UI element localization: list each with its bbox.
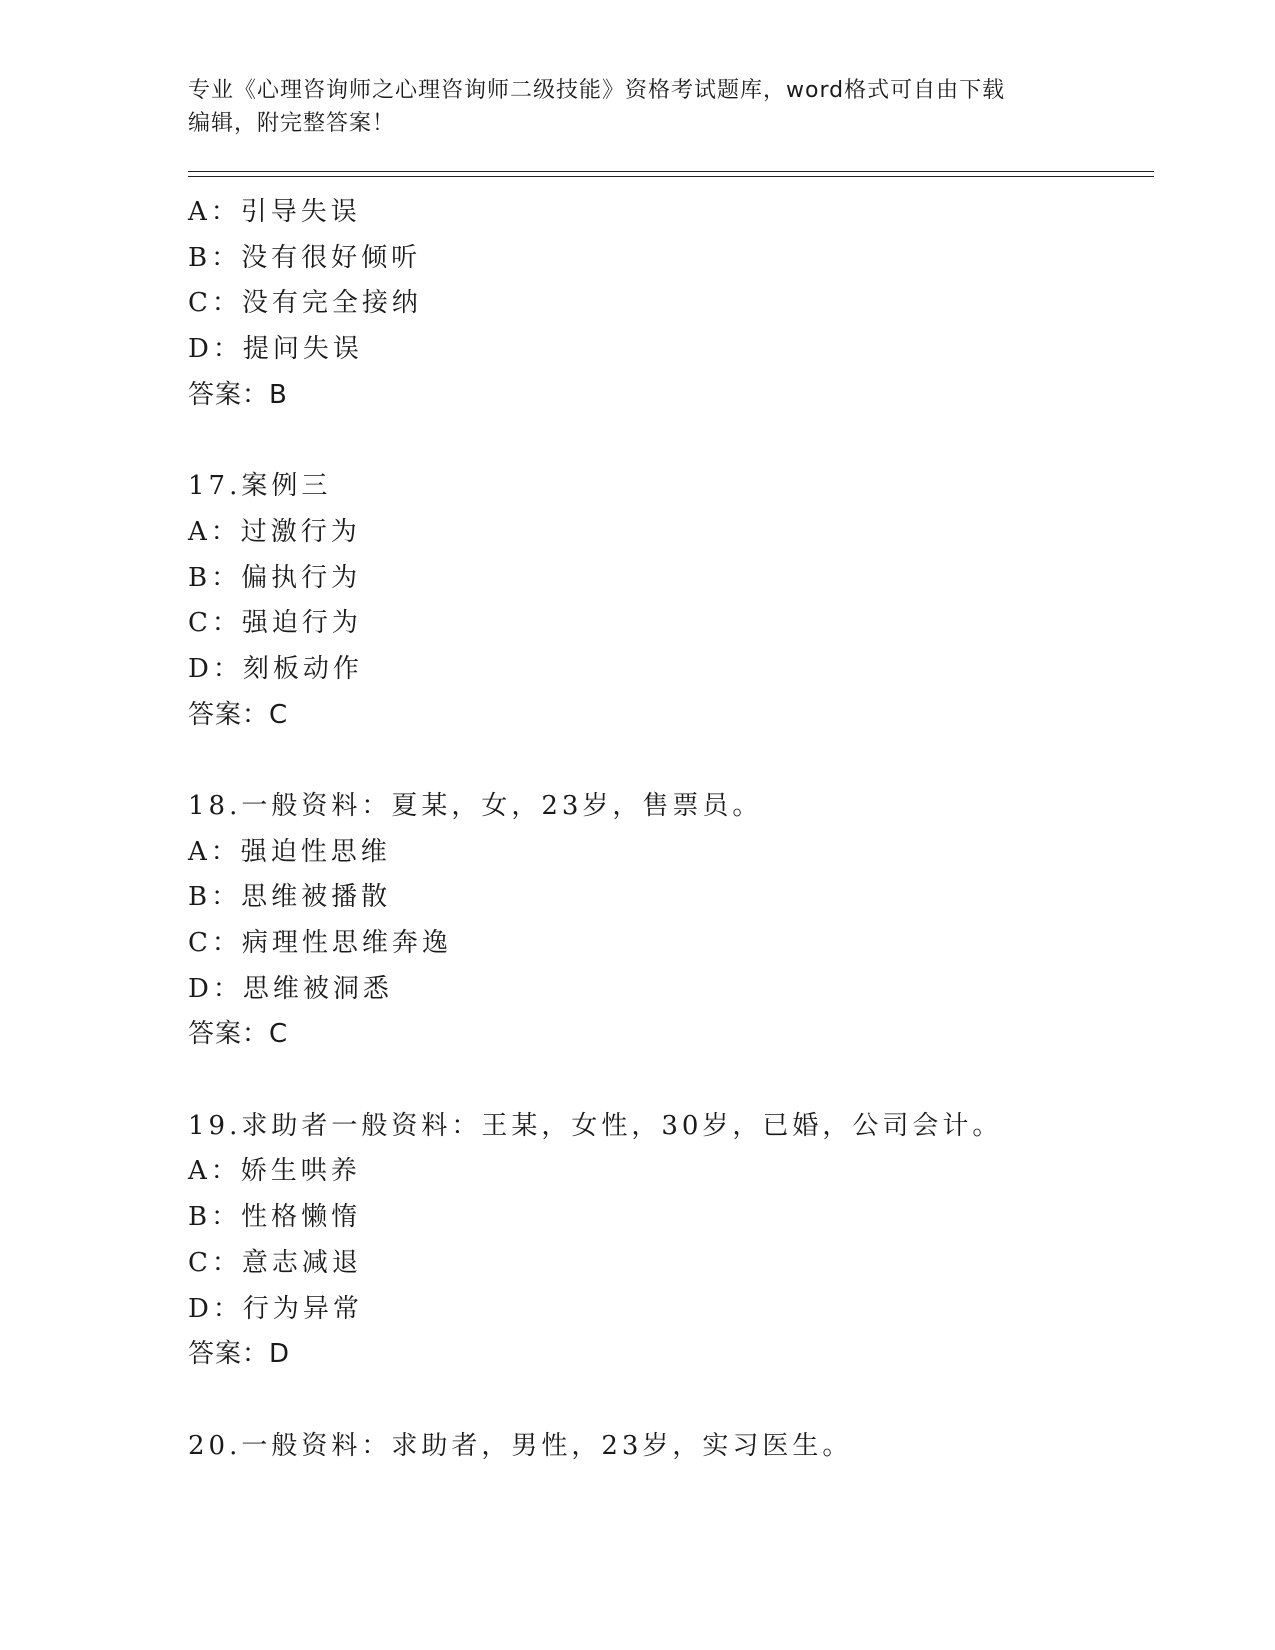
- question-stem: 20.一般资料：求助者，男性，23岁，实习医生。: [188, 1430, 853, 1461]
- header-rule-bottom: [188, 176, 1154, 177]
- option-a: A：过激行为: [188, 516, 361, 547]
- option-c: C：强迫行为: [188, 608, 362, 639]
- option-b: B：性格懒惰: [188, 1202, 362, 1233]
- question-stem: 19.求助者一般资料：王某，女性，30岁，已婚，公司会计。: [188, 1110, 1003, 1141]
- option-d: D：行为异常: [188, 1293, 363, 1324]
- option-a: A：引导失误: [188, 197, 361, 227]
- question-stem: 17.案例三: [188, 471, 332, 502]
- question-19: [188, 1104, 1148, 1378]
- option-b: B：没有很好倾听: [188, 242, 422, 273]
- question-17: [188, 464, 1148, 738]
- option-d: D：刻板动作: [188, 653, 363, 684]
- question-stem: 18.一般资料：夏某，女，23岁，售票员。: [188, 790, 763, 821]
- option-b: B：思维被播散: [188, 882, 392, 913]
- question-list: [188, 190, 1148, 1469]
- document-header: [188, 74, 1088, 140]
- question-16-tail: [188, 190, 1148, 418]
- header-rule-top: [188, 171, 1154, 172]
- question-20: [188, 1424, 1148, 1470]
- answer-line: 答案：C: [188, 699, 289, 730]
- option-d: D：提问失误: [188, 334, 363, 365]
- option-c: C：没有完全接纳: [188, 288, 422, 319]
- option-a: A：强迫性思维: [188, 836, 391, 867]
- option-a: A：娇生哄养: [188, 1156, 361, 1187]
- option-c: C：意志减退: [188, 1247, 362, 1278]
- header-line-2: 编辑，附完整答案！: [188, 111, 396, 136]
- answer-line: 答案：D: [188, 1339, 291, 1370]
- question-18: [188, 784, 1148, 1058]
- option-c: C：病理性思维奔逸: [188, 928, 452, 958]
- option-d: D：思维被洞悉: [188, 973, 393, 1004]
- answer-line: 答案：C: [188, 1019, 289, 1050]
- option-b: B：偏执行为: [188, 562, 362, 593]
- header-line-1: 专业《心理咨询师之心理咨询师二级技能》资格考试题库，word格式可自由下载: [188, 78, 1006, 103]
- answer-line: 答案：B: [188, 379, 288, 410]
